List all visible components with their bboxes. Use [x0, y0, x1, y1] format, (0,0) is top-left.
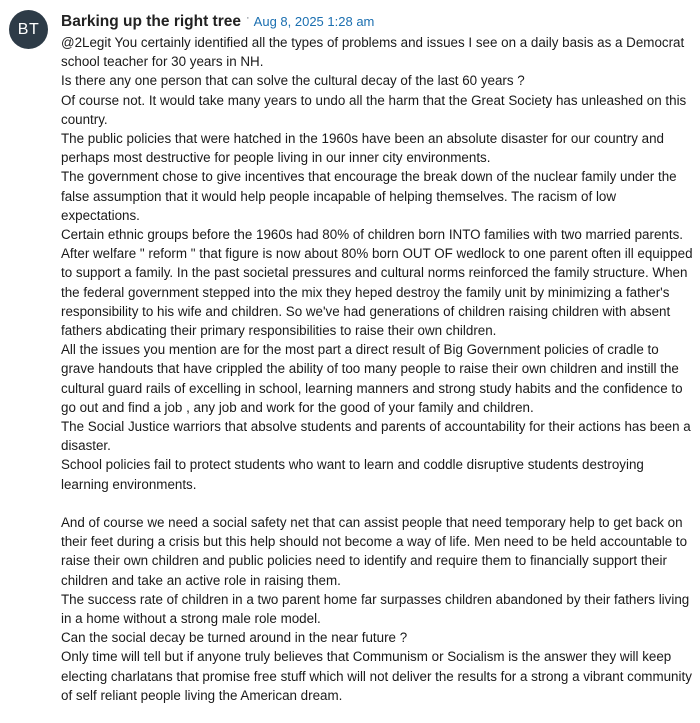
- comment-paragraph: Certain ethnic groups before the 1960s had 80% of children born INTO families with two married parents. After welfare " reform " that figure is now about 80% born OUT OF wedlock to one parent often ill equipped to support a family. In the past societal pressures and cultural norms reinforced the family structure. When the federal government stepped into the mix they heped destroy the family unit by minimizing a father's responsibility to his wife and children. So we've had generations of children raising children with absent fathers abdicating their primary responsibilities to raise their own children.: [61, 227, 693, 339]
- comment-paragraph: The government chose to give incentives that encourage the break down of the nuclear family under the false assumption that it would help people incapable of helping themselves. The racism of low expectations.: [61, 169, 677, 223]
- comment-paragraph: Only time will tell but if anyone truly believes that Communism or Socialism is the answer they will keep electing charlatans that promise free stuff which will not deliver the results for a strong a vibrant community of self reliant people living the American dream.: [61, 649, 692, 703]
- comment-paragraph: And of course we need a social safety net that can assist people that need temporary help to get back on their feet during a crisis but this help should not become a way of life. Men need to be held accountable to raise their own children and public policies need to identify and require them to financially support their children and take an active role in raising them.: [61, 515, 688, 588]
- comment-paragraph: Of course not. It would take many years to undo all the harm that the Great Society has unleashed on this country.: [61, 92, 687, 127]
- header-separator: ·: [246, 12, 250, 24]
- comment-paragraph: The Social Justice warriors that absolve students and parents of accountability for their actions has been a disaster.: [61, 419, 691, 454]
- comment-paragraph: School policies fail to protect students who want to learn and coddle disruptive students destroying learning environments.: [61, 457, 644, 492]
- comment-header: [61, 8, 374, 32]
- comment-paragraph: @2Legit You certainly identified all the types of problems and issues I see on a daily basis as a Democrat school teacher for 30 years in NH.: [61, 35, 685, 70]
- comment-paragraph: Can the social decay be turned around in the near future ?: [61, 630, 408, 646]
- comment-paragraph: Is there any one person that can solve the cultural decay of the last 60 years ?: [61, 73, 525, 89]
- comment-paragraph: The public policies that were hatched in the 1960s have been an absolute disaster for our country and perhaps most destructive for people living in our inner city environments.: [61, 131, 664, 166]
- comment-paragraph: The success rate of children in a two parent home far surpasses children abandoned by their fathers living in a home without a strong male role model.: [61, 591, 690, 627]
- comment-paragraph: All the issues you mention are for the most part a direct result of Big Government policies of cradle to grave handouts that have crippled the ability of too many people to raise their own children and instill the cultural guard rails of excelling in school, learning manners and strong study habits and the confidence to go out and find a job , any job and work for the good of your family and children.: [61, 342, 683, 415]
- avatar[interactable]: BT: [9, 10, 48, 49]
- comment-body: [61, 33, 693, 705]
- comment-timestamp[interactable]: Aug 8, 2025 1:28 am: [253, 14, 375, 29]
- author-name[interactable]: Barking up the right tree: [61, 13, 241, 30]
